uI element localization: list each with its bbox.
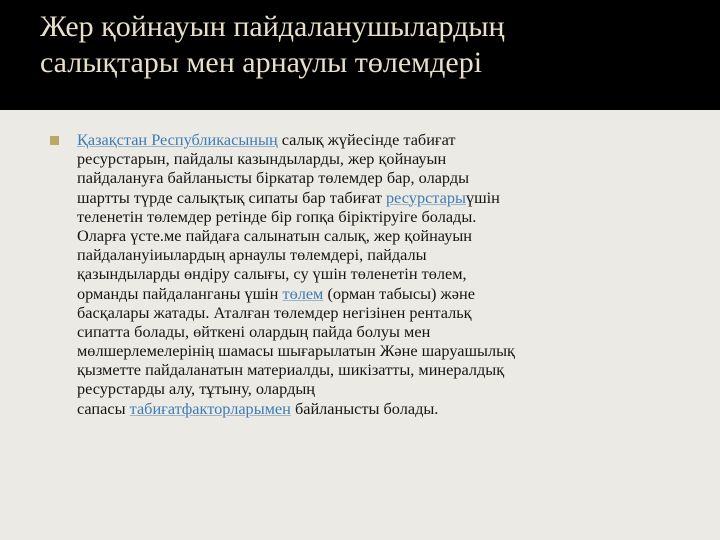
paragraph-text: Оларға үсте.ме пайдаға салынатын салық, жер қойнауын <box>77 225 473 245</box>
inline-link[interactable]: табиғатфакторларымен <box>129 398 291 418</box>
paragraph-text: ресурстарды алу, тұтыну, олардың <box>77 379 316 399</box>
paragraph-line <box>77 226 682 245</box>
paragraph-text: ресурстарын, пайдалы казындыларды, жер қойнауын <box>77 149 447 169</box>
paragraph-text: (орман табысы) және <box>323 283 475 303</box>
paragraph-text: теленетін төлемдер ретінде бір гопқа біріктіруіге болады. <box>77 206 477 226</box>
paragraph-line <box>77 284 682 303</box>
paragraph-line <box>77 360 682 379</box>
paragraph-text: үшін <box>465 187 500 207</box>
paragraph-text: шартты түрде салықтық сипаты бар табиғат <box>77 187 387 207</box>
paragraph-line <box>77 130 682 149</box>
paragraph-text: сипатта болады, өйткені олардың пайда болуы мен <box>77 321 431 341</box>
inline-link[interactable]: ресурстары <box>386 187 466 207</box>
bullet-marker-icon <box>50 136 59 145</box>
paragraph-text: пайдалануіиылардың арнаулы төлемдері, пайдалы <box>77 245 427 265</box>
inline-link[interactable]: төлем <box>282 283 324 303</box>
paragraph-text: орманды пайдаланганы үшін <box>77 283 283 303</box>
paragraph-line <box>77 245 682 264</box>
paragraph-text: сапасы <box>77 398 130 418</box>
paragraph-text: мөлшерлемелерінің шамасы шығарылатын Және шаруашылық <box>77 341 515 361</box>
title-bar <box>0 0 720 110</box>
paragraph-text: басқалары жатады. Аталған төлемдер негізінен рентальқ <box>77 302 472 322</box>
paragraph-text: қызметте пайдаланатын материалды, шикізатты, минералдық <box>77 360 505 380</box>
paragraph-text: байланысты болады. <box>290 398 439 418</box>
title-line: салықтары мен арнаулы төлемдері <box>40 46 483 79</box>
paragraph-line <box>77 168 682 187</box>
paragraph-line <box>77 149 682 168</box>
bullet-paragraph <box>77 130 682 418</box>
paragraph-line <box>77 322 682 341</box>
slide-title <box>40 9 700 81</box>
paragraph-line <box>77 264 682 283</box>
paragraph-text: пайдалануға байланысты біркатар төлемдер бар, оларды <box>77 168 470 188</box>
paragraph-text: салық жүйесінде табиғат <box>277 130 456 149</box>
paragraph-text: қазындыларды өндіру салығы, су үшін төленетін төлем, <box>77 264 467 284</box>
paragraph-line <box>77 303 682 322</box>
paragraph-line <box>77 379 682 398</box>
inline-link[interactable]: Қазақстан Республикасының <box>77 130 278 149</box>
paragraph-line <box>77 188 682 207</box>
paragraph-line <box>77 399 682 418</box>
paragraph-line <box>77 341 682 360</box>
title-line: Жер қойнауын пайдаланушылардың <box>40 10 505 43</box>
paragraph-line <box>77 207 682 226</box>
